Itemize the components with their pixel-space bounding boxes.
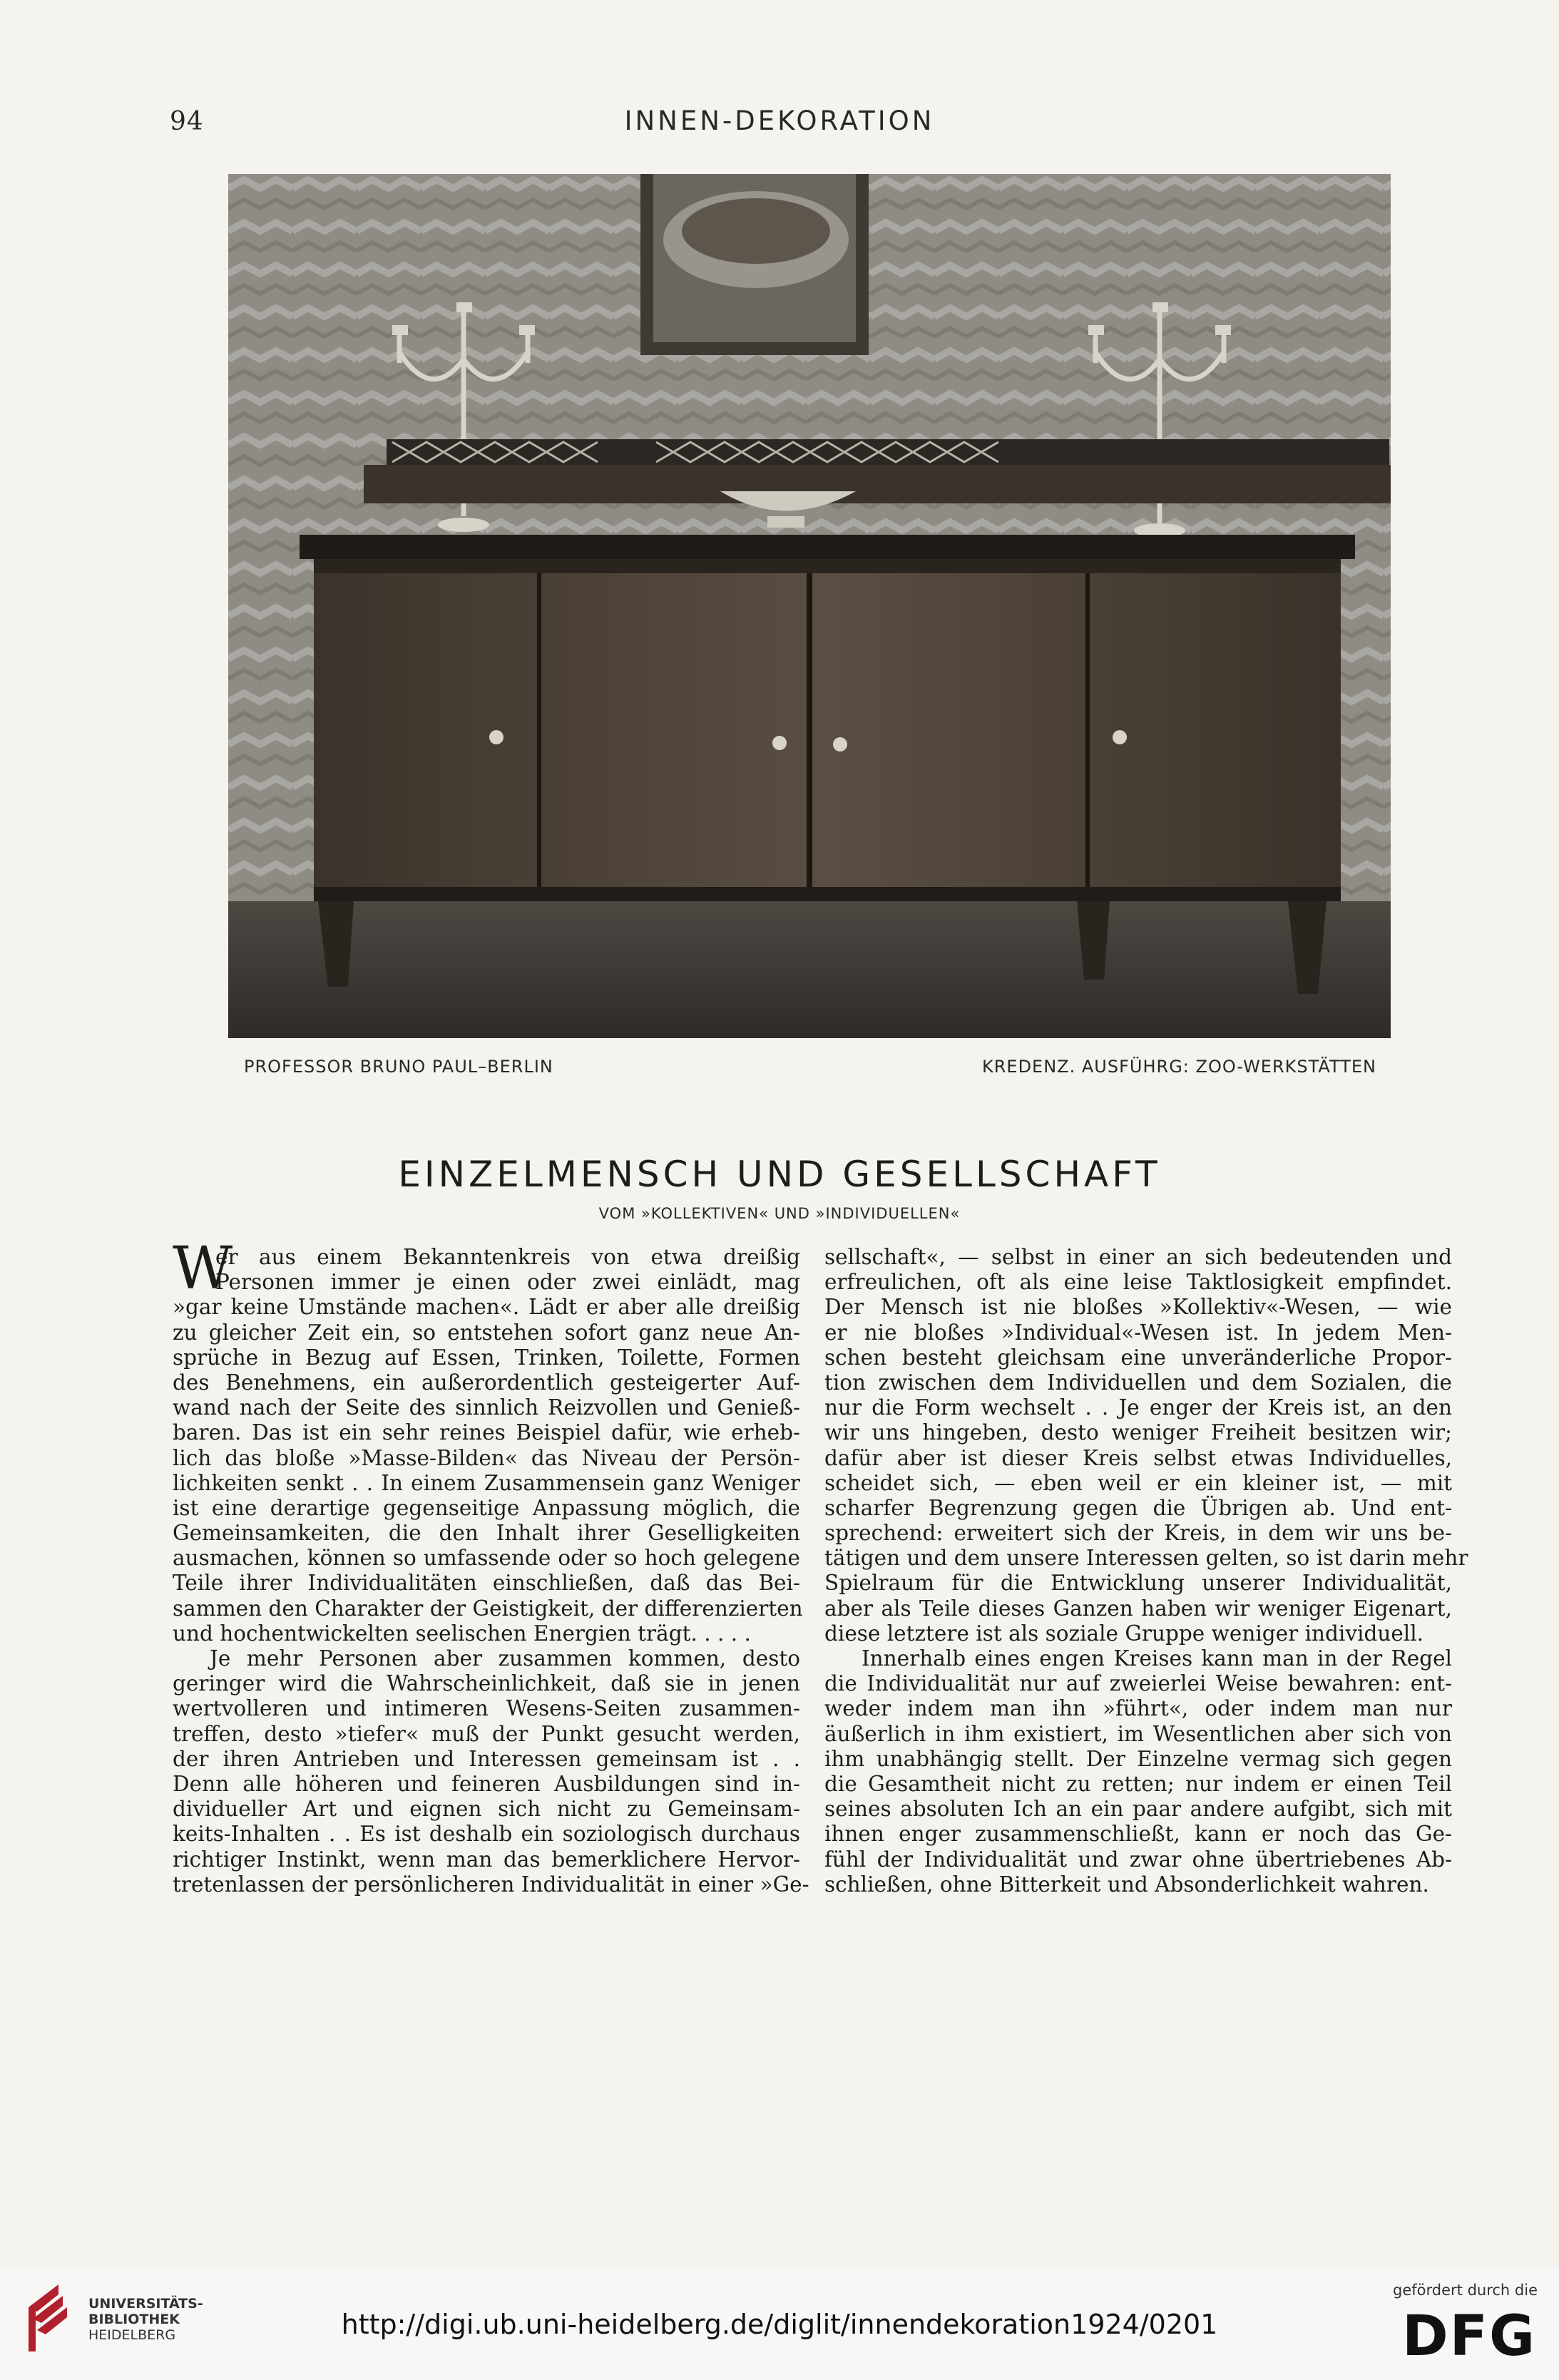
text-line: er aus einem Bekanntenkreis von etwa dreißig [215,1245,800,1269]
text-column-right [824,1245,1468,1897]
text-line: Je mehr Personen aber zusammen kommen, desto [210,1646,800,1671]
source-url[interactable]: http://digi.ub.uni-heidelberg.de/diglit/innendekoration1924/0201 [341,2309,1218,2340]
drop-cap: W [173,1235,233,1303]
text-line: tion zwischen dem Individuellen und dem Sozialen, die [824,1370,1452,1395]
text-line: wir uns hingeben, desto weniger Freiheit besitzen wir; [824,1420,1452,1445]
caption-object: KREDENZ. AUSFÜHRG: ZOO-WERKSTÄTTEN [982,1057,1376,1077]
text-line: baren. Das ist ein sehr reines Beispiel dafür, wie erheb- [173,1420,800,1445]
text-line: er nie bloßes »Individual«-Wesen ist. In jedem Men- [824,1320,1452,1345]
text-line: Innerhalb eines engen Kreises kann man in der Regel [862,1646,1452,1671]
text-line: »gar keine Umstände machen«. Lädt er aber alle dreißig [173,1295,800,1320]
text-line: aber als Teile dieses Ganzen haben wir weniger Eigenart, [824,1596,1452,1621]
text-line: Spielraum für die Entwicklung unserer Individualität, [824,1571,1452,1596]
text-line: ihnen enger zusammenschließt, kann er noch das Ge- [824,1822,1452,1847]
text-line: tretenlassen der persönlicheren Individualität in einer »Ge- [173,1872,809,1897]
text-line: nur die Form wechselt . . Je enger der Kreis ist, an den [824,1395,1452,1420]
text-line: scharfer Begrenzung gegen die Übrigen ab. Und ent- [824,1495,1452,1520]
sideboard-photo [228,174,1391,1038]
text-line: keits-Inhalten . . Es ist deshalb ein soziologisch durchaus [173,1822,800,1847]
text-line: schließen, ohne Bitterkeit und Absonderlichkeit wahren. [824,1872,1429,1897]
text-line: ist eine derartige gegenseitige Anpassung möglich, die [173,1495,800,1520]
running-title: INNEN-DEKORATION [624,106,935,136]
text-line: erfreulichen, oft als eine leise Taktlosigkeit empfindet. [824,1270,1452,1295]
text-line: sellschaft«, — selbst in einer an sich bedeutenden und [824,1245,1452,1269]
text-line: sprechend: erweitert sich der Kreis, in dem wir uns be- [824,1521,1452,1546]
text-line: zu gleicher Zeit ein, so entstehen sofort ganz neue An- [173,1320,800,1345]
text-line: Denn alle höheren und feineren Ausbildungen sind in- [173,1771,800,1796]
text-line: Gemeinsamkeiten, die den Inhalt ihrer Geselligkeiten [173,1521,800,1546]
text-line: schen besteht gleichsam eine unveränderliche Propor- [824,1345,1452,1370]
text-line: des Benehmens, ein außerordentlich gesteigerter Auf- [173,1370,800,1395]
text-line: ihm unabhängig stellt. Der Einzelne vermag sich gegen [824,1746,1452,1771]
text-line: tätigen und dem unsere Interessen gelten, so ist darin mehr [824,1546,1468,1571]
text-column-left [173,1235,809,1897]
text-line: der ihren Antrieben und Interessen gemeinsam ist . . [173,1746,800,1771]
text-line: sprüche in Bezug auf Essen, Trinken, Toilette, Formen [173,1345,800,1370]
text-line: lichkeiten senkt . . In einem Zusammensein ganz Weniger [173,1470,800,1495]
dfg-logo: DFG [1401,2304,1536,2369]
text-line: richtiger Instinkt, wenn man das bemerklichere Hervor- [173,1847,800,1872]
text-line: äußerlich in ihm existiert, im Wesentlichen aber sich von [824,1721,1452,1746]
library-line-2: BIBLIOTHEK [88,2312,180,2327]
text-line: wertvolleren und intimeren Wesens-Seiten zusammen- [173,1696,800,1721]
text-line: dafür aber ist dieser Kreis selbst etwas Individuelles, [824,1445,1452,1470]
text-line: ausmachen, können so umfassende oder so hoch gelegene [173,1546,800,1571]
text-line: Personen immer je einen oder zwei einlädt, mag [215,1270,800,1295]
text-line: lich das bloße »Masse-Bilden« das Niveau der Persön- [173,1445,800,1470]
text-line: sammen den Charakter der Geistigkeit, der differenzierten [173,1596,803,1621]
text-line: die Gesamtheit nicht zu retten; nur indem er einen Teil [824,1771,1452,1796]
article-subtitle: VOM »KOLLEKTIVEN« UND »INDIVIDUELLEN« [598,1205,961,1222]
text-line: wand nach der Seite des sinnlich Reizvollen und Genieß- [173,1395,800,1420]
page-number: 94 [170,107,204,136]
text-line: diese letztere ist als soziale Gruppe weniger individuell. [824,1621,1424,1646]
library-line-3: HEIDELBERG [88,2327,176,2343]
text-line: Teile ihrer Individualitäten einschließen, daß das Bei- [173,1571,800,1596]
text-line: weder indem man ihn »führt«, oder indem man nur [824,1696,1452,1721]
article-title: EINZELMENSCH UND GESELLSCHAFT [398,1154,1161,1195]
text-line: Der Mensch ist nie bloßes »Kollektiv«-Wesen, — wie [824,1295,1452,1320]
library-line-1: UNIVERSITÄTS- [88,2296,203,2312]
text-line: scheidet sich, — eben weil er ein kleiner ist, — mit [824,1470,1452,1495]
text-line: dividueller Art und eignen sich nicht zu Gemeinsam- [173,1797,800,1822]
text-line: fühl der Individualität und zwar ohne übertriebenes Ab- [824,1847,1452,1872]
text-line: geringer wird die Wahrscheinlichkeit, daß sie in jenen [173,1671,800,1696]
text-line: und hochentwickelten seelischen Energien trägt. . . . . [173,1621,751,1646]
funding-label: gefördert durch die [1393,2282,1538,2299]
text-line: die Individualität nur auf zweierlei Weise bewahren: ent- [824,1671,1452,1696]
text-line: treffen, desto »tiefer« muß der Punkt gesucht werden, [173,1721,800,1746]
text-line: seines absoluten Ich an ein paar andere aufgibt, sich mit [824,1797,1452,1822]
caption-designer: PROFESSOR BRUNO PAUL–BERLIN [244,1057,553,1077]
